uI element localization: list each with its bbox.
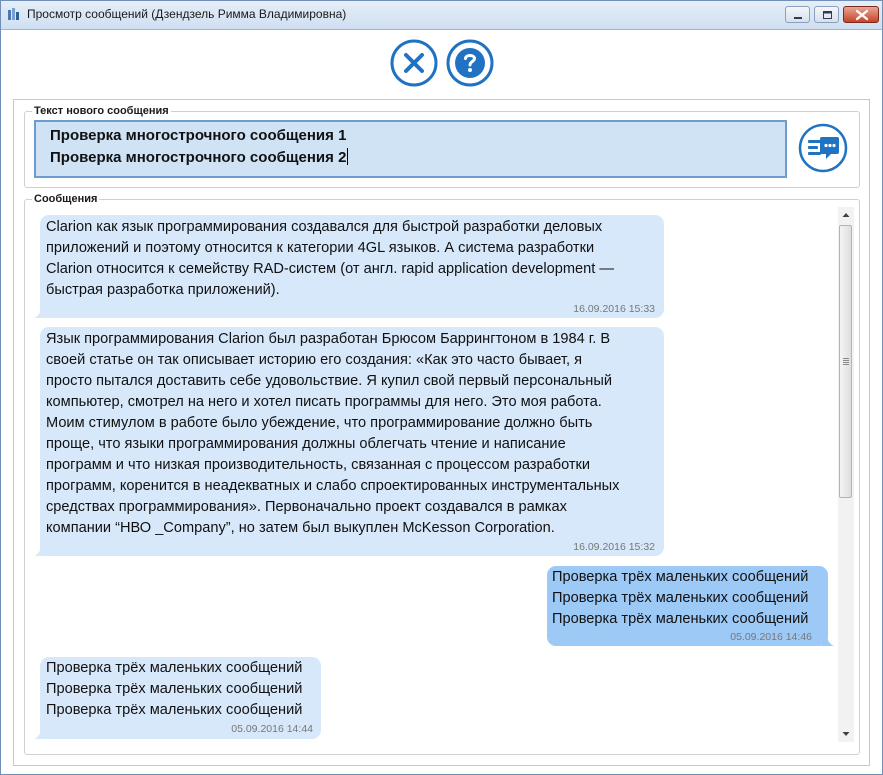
message-line: компании “НВО _Company”, но затем был выкуплен McKesson Corporation. [46,520,555,536]
message-timestamp: 16.09.2016 15:33 [573,303,655,315]
text-caret [347,148,348,165]
message-line: Проверка трёх маленьких сообщений [46,660,303,676]
maximize-button[interactable] [814,6,839,23]
close-icon [844,7,880,24]
bubble-tail [34,306,46,318]
messages-label: Сообщения [34,193,98,205]
message-line: Проверка трёх маленьких сообщений [552,590,809,606]
close-dialog-button[interactable] [390,39,438,87]
new-message-line-1: Проверка многострочного сообщения 1 [50,127,347,144]
help-button[interactable] [446,39,494,87]
message-line: средствах программирования». Первоначально проект создавался в рамках [46,499,567,515]
message-line: программ, коренится в неадекватных и слабо спроектированных инструментальных [46,478,620,494]
send-message-button[interactable] [798,123,848,173]
new-message-label: Текст нового сообщения [34,105,169,117]
message-line: компьютер, смотрел на него и хотел писать программы для него. Это моя работа. [46,394,602,410]
message-line: Проверка трёх маленьких сообщений [46,681,303,697]
message-line: Проверка трёх маленьких сообщений [552,611,809,627]
app-icon [7,7,21,21]
message-bubble-incoming[interactable] [40,327,664,556]
message-timestamp: 05.09.2016 14:46 [730,631,812,643]
new-message-input[interactable] [34,120,787,178]
maximize-icon [815,7,840,24]
help-circle-icon [446,39,494,87]
message-line: Язык программирования Clarion был разработан Брюсом Баррингтоном в 1984 г. В [46,331,611,347]
window-title: Просмотр сообщений (Дзендзель Римма Владимировна) [27,7,347,21]
bubble-tail [34,544,46,556]
message-line: проще, что языки программирования должны облегчать чтение и написание [46,436,566,452]
message-bubble-outgoing[interactable] [547,566,828,646]
message-line: своей статье он так описывает историю его создания: «Как это часто бывает, я [46,352,582,368]
message-line: быстрая разработка приложений). [46,282,280,298]
message-timestamp: 05.09.2016 14:44 [231,723,313,735]
scroll-up-arrow-icon[interactable] [838,207,854,223]
close-circle-icon [390,39,438,87]
minimize-button[interactable] [785,6,810,23]
minimize-icon [786,7,811,24]
message-line: Проверка трёх маленьких сообщений [552,569,809,585]
bubble-tail [822,634,834,646]
title-bar[interactable] [1,1,882,30]
message-timestamp: 16.09.2016 15:32 [573,541,655,553]
window-close-button[interactable] [843,6,879,23]
message-bubble-incoming[interactable] [40,215,664,318]
message-line: Clarion как язык программирования создавался для быстрой разработки деловых [46,219,603,235]
bubble-tail [34,727,46,739]
scroll-thumb[interactable] [839,225,852,498]
message-line: просто пытался доставить себе удовольствие. Я купил свой первый персональный [46,373,612,389]
messages-scrollbar[interactable] [838,207,854,742]
message-line: Проверка трёх маленьких сообщений [46,702,303,718]
message-line: программ и что низкая производительность, связанная с процессом разработки [46,457,591,473]
send-message-icon [798,123,848,173]
scroll-down-arrow-icon[interactable] [838,726,854,742]
message-line: Clarion относится к семейству RAD-систем (от англ. rapid application development — [46,261,614,277]
message-line: Моим стимулом в работе было убеждение, что программирование должно быть [46,415,593,431]
message-bubble-incoming[interactable] [40,657,321,739]
message-line: приложений и поэтому относится к категории 4GL языков. А система разработки [46,240,595,256]
new-message-line-2: Проверка многострочного сообщения 2 [50,149,347,166]
